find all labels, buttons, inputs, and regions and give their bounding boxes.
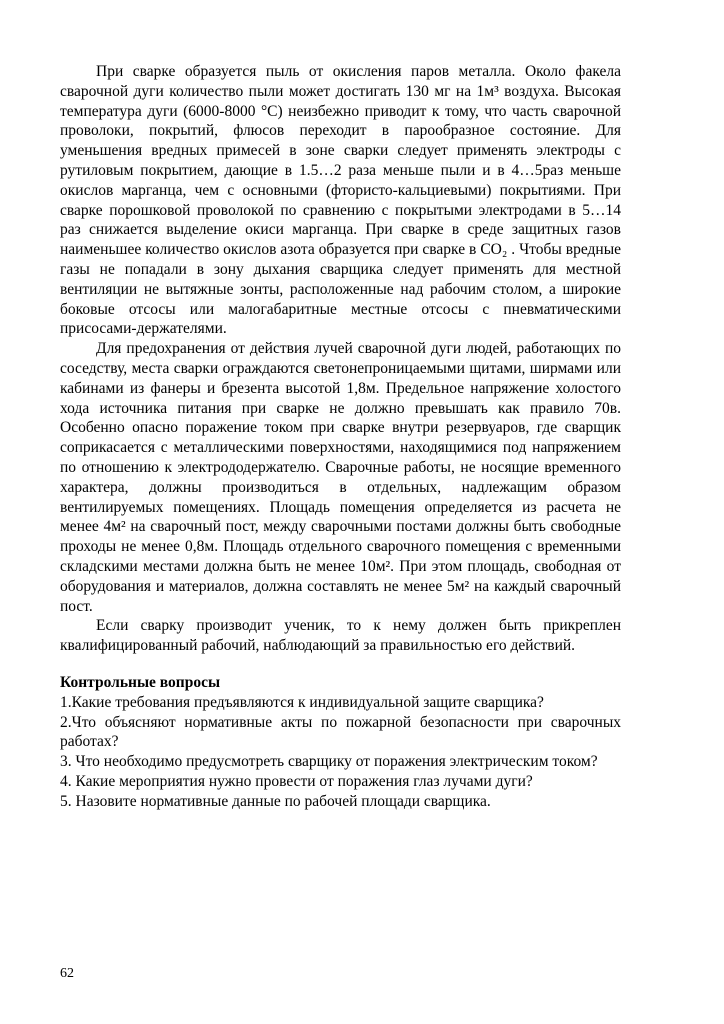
paragraph-arc-protection: Для предохранения от действия лучей сварочной дуги людей, работающих по соседству, места сварки ограждаются светонепроницаемыми щитами, ширмами или кабинами из фанеры и брезента высотой 1,8м. Предельное напряжение холостого хода источника питания при сварке не должно превышать как правило 70в. Особенно опасно поражение током при сварке внутри резервуаров, где сварщик соприкасается с металлическими поверхностями, находящимися под напряжением по отношению к электрододержателю. Сварочные работы, не носящие временного характера, должны производиться в отдельных, надлежащим образом вентилируемых помещениях. Площадь помещения определяется из расчета не менее 4м² на сварочный пост, между сварочными постами должны быть свободные проходы не менее 0,8м. Площадь отдельного сварочного помещения с временными складскими местами должна быть не менее 10м². При этом площадь, свободная от оборудования и материалов, должна составлять не менее 5м² на каждый сварочный пост. — [60, 340, 621, 615]
question-item: 1.Какие требования предъявляются к индивидуальной защите сварщика? — [60, 693, 544, 711]
paragraph-dust: При сварке образуется пыль от окисления паров металла. Около факела сварочной дуги количество пыли может достигать 130 мг на 1м³ воздуха. Высокая температура дуги (6000-8000 °С) неизбежно приводит к тому, что часть сварочной проволоки, покрытий, флюсов переходит в парообразное состояние. Для уменьшения вредных примесей в зоне сварки следует применять электроды с рутиловым покрытием, дающие в 1.5…2 раза меньше пыли и в 4…5раз меньше окислов марганца, чем с основными (фтористо-кальциевыми) покрытиями. При сварке порошковой проволокой по сравнению с покрытыми электродами в 5…14 раз снижается выделение окиси марганца. При сварке в среде защитных газов наименьшее количество окислов азота образуется при сварке в CO₂ . Чтобы вредные газы не попадали в зону дыхания сварщика следует применять для местной вентиляции не вытяжные зонты, расположенные над рабочим столом, а широкие боковые отсосы или малогабаритные местные отсосы с пневматическими присосами-держателями. — [60, 63, 621, 338]
question-item: 3. Что необходимо предусмотреть сварщику от поражения электрическим током? — [60, 753, 598, 771]
questions-heading: Контрольные вопросы — [60, 673, 221, 691]
question-item: 2.Что объясняют нормативные акты по пожарной безопасности при сварочных работах? — [60, 713, 621, 751]
page-number: 62 — [60, 966, 74, 981]
question-item: 5. Назовите нормативные данные по рабочей площади сварщика. — [60, 792, 491, 810]
paragraph-student: Если сварку производит ученик, то к нему должен быть прикреплен квалифицированный рабочий, наблюдающий за правильностью его действий. — [60, 617, 621, 655]
page-content — [60, 62, 621, 811]
question-item: 4. Какие мероприятия нужно провести от поражения глаз лучами дуги? — [60, 772, 533, 790]
